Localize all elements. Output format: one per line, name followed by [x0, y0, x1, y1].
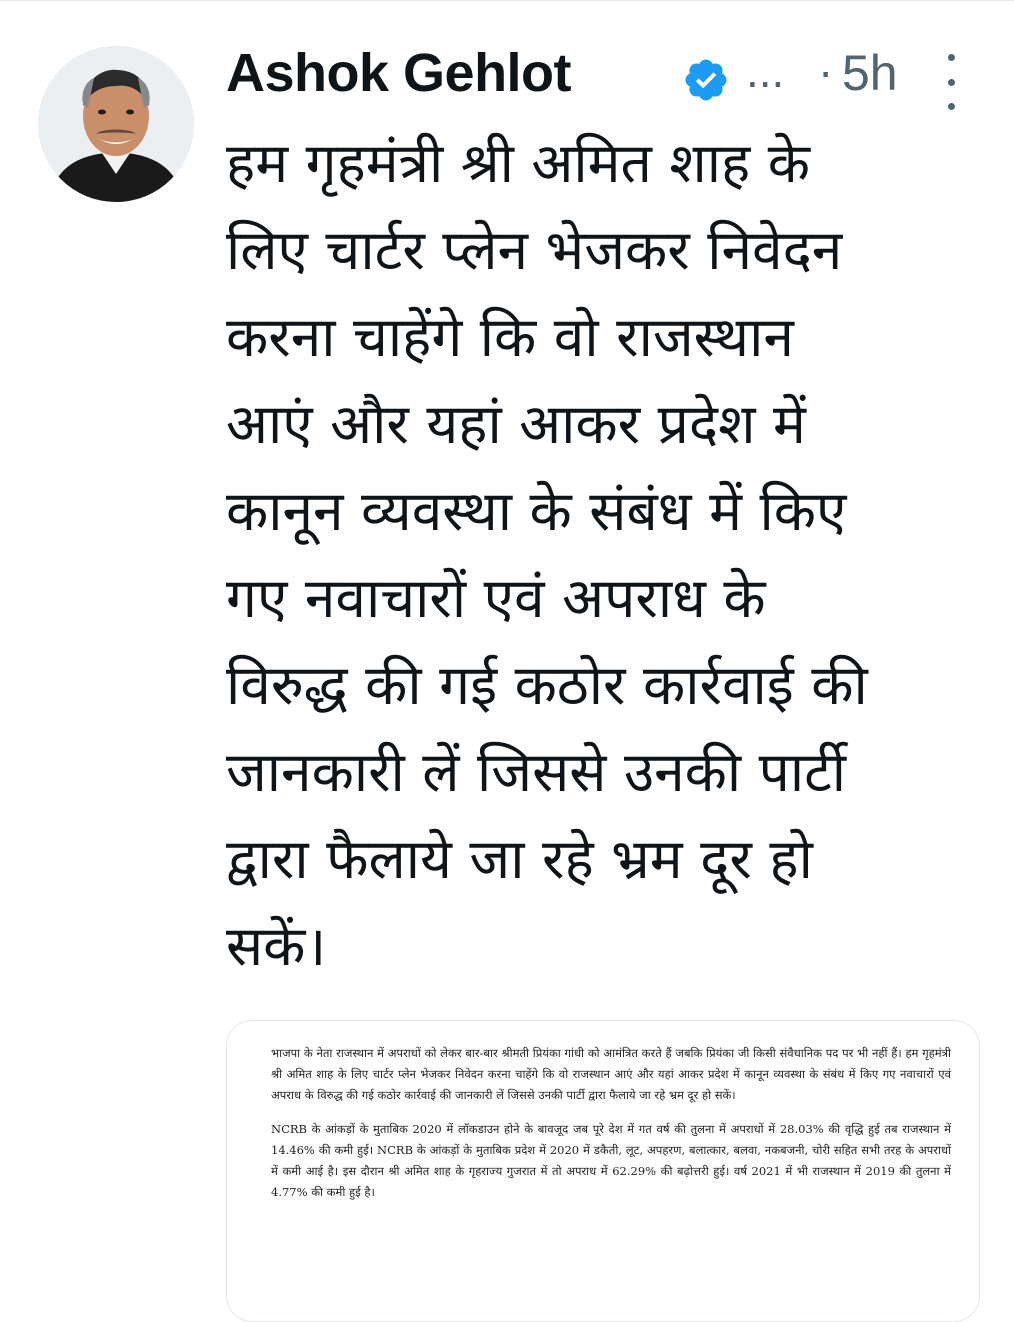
- attached-document-text: [271, 1043, 951, 1217]
- verified-badge-icon: [682, 56, 730, 104]
- tweet-timestamp[interactable]: 5h: [842, 45, 898, 101]
- document-paragraph: NCRB के आंकड़ों के मुताबिक 2020 में लॉकडाउन होने के बावजूद जब पूरे देश में गत वर्ष की तुलना में अपराधों में 28.03% की वृद्धि हुई तब राजस्थान में 14.46% की कमी हुई। NCRB के आंकड़ों के मुताबिक प्रदेश में 2020 में डकैती, लूट, अपहरण, बलात्कार, बलवा, नकबजनी, चोरी सहित सभी तरह के अपराधों में कमी आई है। इस दौरान श्री अमित शाह के गृहराज्य गुजरात में तो अपराध में 62.29% की बढ़ोत्तरी हुई। वर्ष 2021 में भी राजस्थान में 2019 की तुलना में 4.77% की कमी हुई है।: [271, 1122, 951, 1199]
- more-vertical-icon[interactable]: [942, 54, 960, 110]
- author-name[interactable]: Ashok Gehlot: [226, 43, 572, 103]
- attached-image-card[interactable]: [226, 1020, 980, 1322]
- avatar-portrait-icon: [38, 46, 194, 202]
- author-handle[interactable]: ...: [746, 45, 785, 97]
- document-paragraph: भाजपा के नेता राजस्थान में अपराधों को लेकर बार-बार श्रीमती प्रियंका गांधी को आमंत्रित करते हैं जबकि प्रियंका जी किसी संवैधानिक पद पर भी नहीं हैं। हम गृहमंत्री श्री अमित शाह के लिए चार्टर प्लेन भेजकर निवेदन करना चाहेंगे कि वो राजस्थान आएं और यहां आकर प्रदेश में कानून व्यवस्था के संबंध में किए गए नवाचारों एवं अपराध के विरुद्ध की गई कठोर कार्रवाई की जानकारी लें जिससे उनकी पार्टी द्वारा फैलाये जा रहे भ्रम दूर हो सकें।: [271, 1046, 951, 1102]
- tweet-text: हम गृहमंत्री श्री अमित शाह के लिए चार्टर प्लेन भेजकर निवेदन करना चाहेंगे कि वो राजस्थान आएं और यहां आकर प्रदेश में कानून व्यवस्था के संबंध में किए गए नवाचारों एवं अपराध के विरुद्ध की गई कठोर कार्रवाई की जानकारी लें जिससे उनकी पार्टी द्वारा फैलाये जा रहे भ्रम दूर हो सकें।: [226, 131, 868, 978]
- tweet-header: [226, 36, 1006, 116]
- top-divider: [0, 0, 1014, 1]
- author-avatar[interactable]: [38, 46, 194, 202]
- meta-separator: ·: [818, 45, 834, 97]
